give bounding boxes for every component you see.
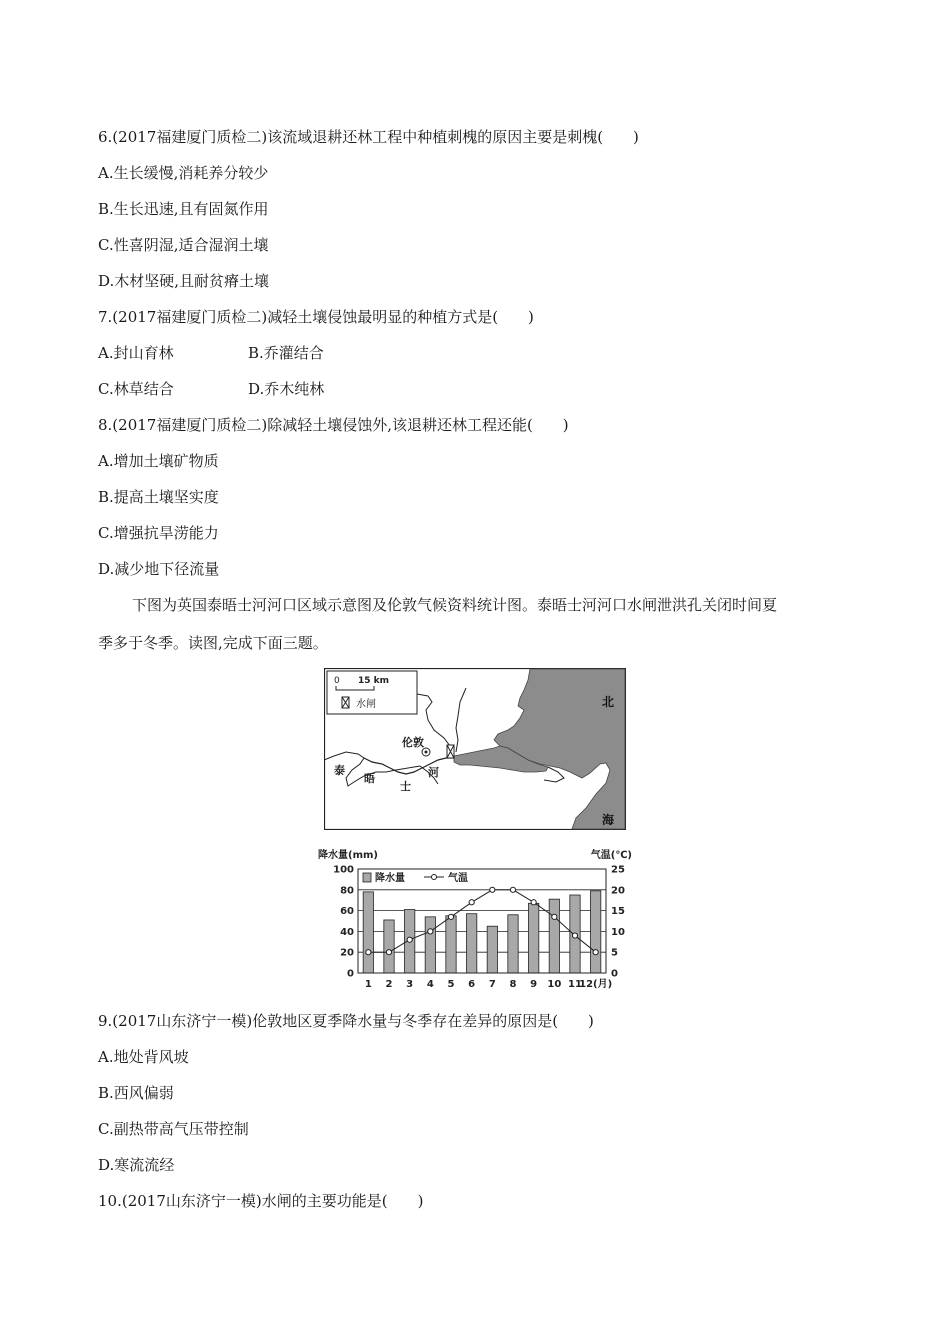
q9-option-d[interactable]: D.寒流流经	[98, 1156, 175, 1174]
q9-option-b[interactable]: B.西风偏弱	[98, 1084, 174, 1102]
x-tick-label: 7	[488, 979, 496, 990]
q9-option-a[interactable]: A.地处背风坡	[98, 1048, 189, 1066]
q8-option-a[interactable]: A.增加土壤矿物质	[98, 452, 219, 470]
temperature-point	[428, 929, 433, 934]
q6-option-c[interactable]: C.性喜阴湿,适合湿润土壤	[98, 236, 269, 254]
y-left-tick-label: 60	[340, 906, 354, 918]
q10-stem: 10.(2017山东济宁一模)水闸的主要功能是( )	[98, 1192, 424, 1210]
temperature-point	[469, 900, 474, 905]
precip-bar	[487, 926, 497, 973]
precip-bar	[508, 915, 518, 973]
y-right-tick-label: 10	[611, 926, 625, 938]
temperature-point	[531, 900, 536, 905]
temperature-point	[407, 937, 412, 942]
precip-bar	[591, 891, 601, 973]
precip-bar	[384, 920, 394, 973]
q8-option-c[interactable]: C.增强抗旱涝能力	[98, 524, 219, 542]
y-right-title: 气温(℃)	[590, 850, 632, 861]
y-left-tick-label: 80	[340, 885, 354, 897]
temperature-point	[552, 914, 557, 919]
river-char-1: 泰	[334, 764, 345, 777]
q7-option-d[interactable]: D.乔木纯林	[248, 380, 325, 398]
x-tick-label: 8	[509, 979, 517, 990]
north-sea-label-bottom: 海	[602, 813, 615, 827]
q7-option-a[interactable]: A.封山育林	[98, 344, 174, 362]
y-right-tick-label: 20	[611, 885, 625, 897]
q6-option-d[interactable]: D.木材坚硬,且耐贫瘠土壤	[98, 272, 270, 290]
legend-precip-label: 降水量	[375, 873, 405, 884]
y-left-tick-label: 40	[340, 926, 354, 938]
y-left-title: 降水量(mm)	[318, 850, 378, 861]
intro-line-2: 季多于冬季。读图,完成下面三题。	[98, 634, 328, 652]
sluice-map-icon	[447, 745, 454, 758]
q7-option-b[interactable]: B.乔灌结合	[248, 344, 324, 362]
temperature-point	[593, 950, 598, 955]
y-left-tick-label: 100	[333, 864, 354, 876]
river-char-4: 河	[428, 766, 439, 779]
precip-bar	[446, 916, 456, 973]
thames-estuary-map	[324, 668, 626, 830]
temperature-point	[490, 887, 495, 892]
temperature-point	[510, 887, 515, 892]
temperature-line	[368, 890, 595, 952]
x-tick-label: 3	[406, 979, 414, 990]
x-tick-label: 5	[447, 979, 455, 990]
x-tick-label: 12(月)	[579, 979, 613, 990]
y-right-tick-label: 25	[611, 864, 625, 876]
river-char-3: 士	[400, 780, 411, 793]
y-left-tick-label: 20	[340, 947, 354, 959]
x-tick-label: 10	[547, 979, 562, 990]
legend-temp-marker	[432, 875, 437, 880]
plot-frame	[358, 869, 606, 973]
scale-zero: 0	[334, 676, 340, 686]
legend-precip-swatch	[363, 873, 371, 882]
x-tick-label: 2	[385, 979, 393, 990]
precip-bar	[549, 899, 559, 973]
precip-bar	[467, 914, 477, 973]
temperature-point	[366, 950, 371, 955]
q9-stem: 9.(2017山东济宁一模)伦敦地区夏季降水量与冬季存在差异的原因是( )	[98, 1012, 594, 1030]
scale-label: 15 km	[358, 676, 390, 686]
q9-option-c[interactable]: C.副热带高气压带控制	[98, 1120, 249, 1138]
q6-option-a[interactable]: A.生长缓慢,消耗养分较少	[98, 164, 269, 182]
q6-option-b[interactable]: B.生长迅速,且有固氮作用	[98, 200, 269, 218]
precip-bar	[529, 903, 539, 973]
x-tick-label: 9	[530, 979, 538, 990]
x-tick-label: 6	[468, 979, 476, 990]
x-tick-label: 11	[568, 979, 582, 990]
river-char-2: 晤	[364, 772, 375, 785]
q7-option-c[interactable]: C.林草结合	[98, 380, 174, 398]
legend-temp-label: 气温	[448, 873, 468, 884]
y-right-tick-label: 0	[611, 968, 618, 980]
q8-stem: 8.(2017福建厦门质检二)除减轻土壤侵蚀外,该退耕还林工程还能( )	[98, 416, 569, 434]
x-tick-label: 1	[364, 979, 372, 990]
q6-stem: 6.(2017福建厦门质检二)该流域退耕还林工程中种植刺槐的原因主要是刺槐( )	[98, 128, 639, 146]
london-label: 伦敦	[402, 736, 424, 749]
y-right-tick-label: 15	[611, 906, 625, 918]
q8-option-b[interactable]: B.提高土壤坚实度	[98, 488, 219, 506]
temperature-point	[448, 914, 453, 919]
temperature-point	[386, 950, 391, 955]
q7-stem: 7.(2017福建厦门质检二)减轻土壤侵蚀最明显的种植方式是( )	[98, 308, 534, 326]
london-climate-chart	[310, 844, 636, 996]
y-right-tick-label: 5	[611, 947, 618, 959]
sluice-legend-label: 水闸	[356, 699, 376, 710]
chart-legend	[363, 871, 468, 884]
precip-bar	[425, 917, 435, 973]
intro-line-1: 下图为英国泰晤士河河口区域示意图及伦敦气候资料统计图。泰晤士河河口水闸泄洪孔关闭时间夏	[132, 596, 778, 614]
sluice-legend-icon	[342, 697, 349, 708]
x-tick-label: 4	[426, 979, 434, 990]
y-left-tick-label: 0	[347, 968, 354, 980]
precip-bar	[363, 892, 373, 973]
temperature-point	[572, 933, 577, 938]
north-sea-label-top: 北	[602, 695, 615, 709]
q8-option-d[interactable]: D.减少地下径流量	[98, 560, 220, 578]
